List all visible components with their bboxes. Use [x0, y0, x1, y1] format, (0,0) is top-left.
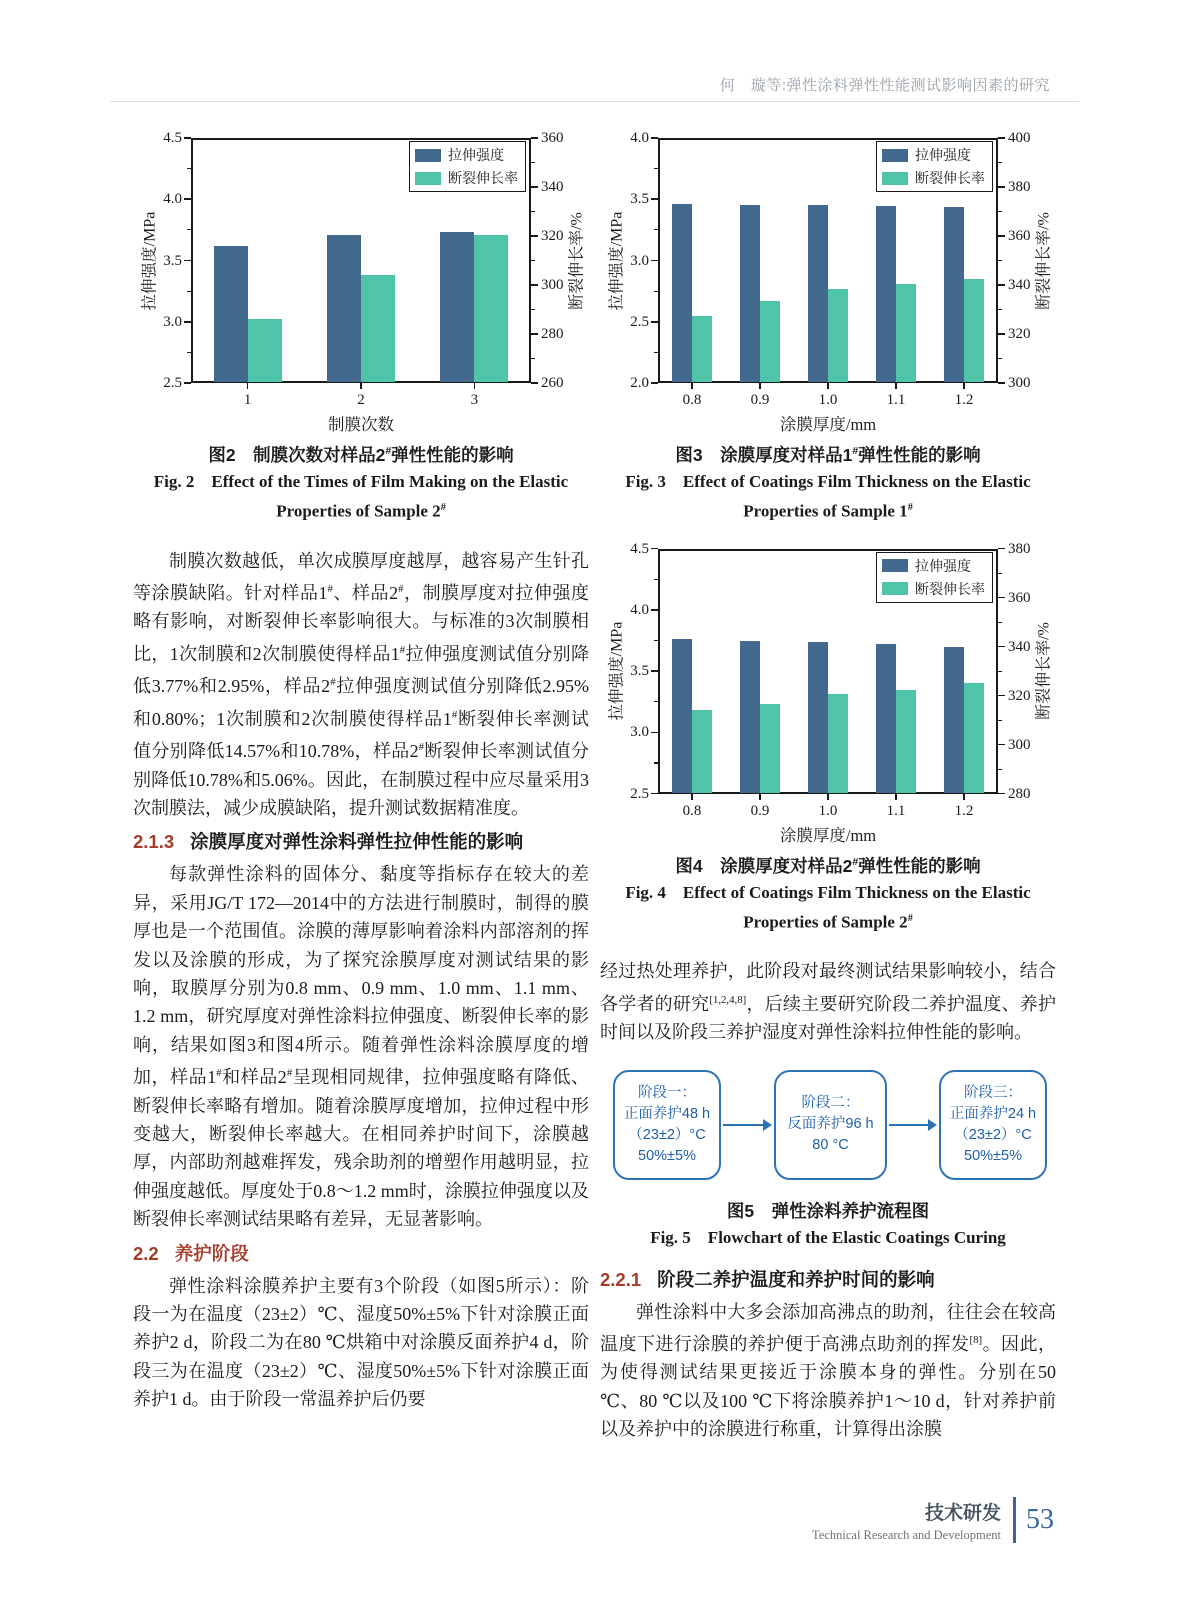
y-right-axis-title: 断裂伸长率/%	[1035, 211, 1053, 310]
y-right-tick	[531, 284, 538, 286]
tensile-strength-bar	[440, 232, 474, 382]
legend-tensile	[882, 556, 985, 576]
x-tick	[759, 383, 761, 389]
y-left-axis-title: 拉伸强度/MPa	[608, 211, 626, 310]
running-head: 何 璇等:弹性涂料弹性性能测试影响因素的研究	[719, 77, 1050, 94]
y-left-tick-label: 3.0	[630, 724, 649, 741]
page-number: 53	[1026, 1504, 1054, 1535]
legend-tensile	[882, 145, 985, 165]
y-right-minor-tick	[998, 573, 1002, 574]
y-right-minor-tick	[531, 358, 535, 359]
elongation-bar	[692, 710, 712, 792]
tensile-strength-bar	[672, 639, 692, 792]
paragraph-curing-stages: 弹性涂料涂膜养护主要有3个阶段（如图5所示）：阶段一为在温度（23±2）℃、湿度50%±5%下针对涂膜正面养护2 d，阶段二为在80 ℃烘箱中对涂膜反面养护4 d，阶段三为在温度（23±2）℃、湿度50%±5%下针对涂膜正面养护1 d。由于阶段一常温养护后仍要	[133, 1275, 589, 1410]
x-tick-label: 1.1	[886, 392, 906, 408]
footer-divider	[1013, 1497, 1016, 1543]
figure4-caption-zh: 图4 涂膜厚度对样品2#弹性性能的影响	[675, 855, 981, 876]
y-right-minor-tick	[998, 211, 1002, 212]
figure2-caption-en-line2: Properties of Sample 2#	[276, 501, 446, 521]
y-right-tick	[998, 235, 1005, 237]
figure2-bar-chart	[133, 128, 589, 433]
legend-label: 断裂伸长率	[915, 582, 985, 598]
y-right-minor-tick	[531, 162, 535, 163]
y-right-tick-label: 340	[541, 179, 564, 195]
x-tick	[691, 383, 693, 389]
y-left-tick	[184, 321, 191, 323]
legend-tensile	[415, 145, 518, 165]
y-right-tick-label: 320	[541, 228, 564, 244]
y-left-tick	[651, 382, 658, 384]
x-tick-label: 1.0	[818, 802, 838, 819]
y-left-tick	[184, 260, 191, 262]
flow-stage-line: 阶段一：	[638, 1084, 696, 1101]
header-rule	[110, 101, 1079, 102]
paragraph-heat-treatment: 经过热处理养护，此阶段对最终测试结果影响较小，结合各学者的研究[1,2,4,8]，后续主要研究阶段二养护温度、养护时间以及阶段三养护湿度对弹性涂料拉伸性能的影响。	[600, 961, 1057, 1043]
y-right-minor-tick	[531, 260, 535, 261]
y-right-tick	[998, 793, 1005, 795]
chart-legend	[876, 141, 993, 192]
x-tick	[895, 383, 897, 389]
x-tick-label: 1.2	[954, 392, 974, 408]
y-right-tick	[998, 548, 1005, 550]
section-heading-2-1-3	[133, 827, 589, 856]
x-axis-title: 涂膜厚度/mm	[779, 825, 877, 845]
flow-stage-line: 正面养护48 h	[623, 1105, 711, 1122]
y-left-tick-label: 3.0	[163, 313, 182, 330]
y-left-tick-label: 4.0	[630, 130, 649, 146]
chart-legend	[876, 552, 993, 603]
flow-stage-line: 50%±5%	[638, 1147, 696, 1164]
y-right-tick-label: 300	[541, 277, 564, 293]
figure4-caption-en	[600, 880, 1056, 936]
flow-stage-line: 阶段二：	[801, 1095, 860, 1112]
tensile-strength-bar	[808, 205, 828, 382]
elongation-bar	[760, 301, 780, 382]
y-left-tick	[651, 609, 658, 611]
x-axis-title: 制膜次数	[328, 415, 394, 434]
y-right-tick-label: 260	[541, 375, 564, 391]
paragraph-stage2-curing: 弹性涂料中大多会添加高沸点的助剂，往往会在较高温度下进行涂膜的养护便于高沸点助剂的挥发[8]。因此，为使得测试结果更接近于涂膜本身的弹性。分别在50 ℃、80 ℃以及100 ℃下将涂膜养护1～10 d，针对养护前以及养护中的涂膜进行称重，计算得出涂膜	[600, 1301, 1057, 1440]
flow-stage-line: 反面养护96 h	[787, 1116, 874, 1133]
flow-stage-line: 80 °C	[812, 1137, 849, 1154]
legend-label: 拉伸强度	[915, 559, 971, 575]
x-tick	[474, 383, 476, 389]
elongation-bar	[692, 316, 712, 382]
y-right-tick-label: 300	[1008, 375, 1031, 391]
tensile-strength-bar	[740, 641, 760, 793]
legend-swatch	[882, 559, 908, 572]
elongation-bar	[361, 275, 395, 382]
y-left-axis-title: 拉伸强度/MPa	[141, 211, 159, 310]
left-column	[133, 128, 589, 1414]
y-left-tick	[651, 732, 658, 734]
y-left-tick-label: 3.5	[163, 252, 182, 269]
y-right-tick	[531, 333, 538, 335]
elongation-bar	[760, 704, 780, 792]
y-right-minor-tick	[531, 309, 535, 310]
elongation-bar	[896, 284, 916, 382]
section-heading-2-2-1	[600, 1265, 1056, 1294]
elongation-bar	[828, 694, 848, 792]
y-left-minor-tick	[654, 701, 658, 702]
y-right-tick-label: 360	[541, 130, 564, 146]
y-left-minor-tick	[654, 579, 658, 580]
y-right-tick	[531, 382, 538, 384]
section-title: 养护阶段	[174, 1242, 249, 1264]
section-title: 涂膜厚度对弹性涂料弹性拉伸性能的影响	[190, 831, 524, 853]
y-right-tick-label: 320	[1008, 326, 1031, 342]
y-right-minor-tick	[998, 671, 1002, 672]
figure3-caption-en-line2: Properties of Sample 1#	[743, 501, 913, 521]
flow-stage-line: （23±2）°C	[954, 1126, 1032, 1143]
elongation-bar	[896, 690, 916, 793]
x-tick	[895, 794, 897, 800]
y-right-minor-tick	[998, 358, 1002, 359]
x-tick	[759, 794, 761, 800]
y-right-tick	[531, 137, 538, 139]
x-tick	[963, 794, 965, 800]
legend-elongation	[415, 168, 518, 188]
x-tick-label: 0.9	[750, 802, 770, 819]
x-tick	[963, 383, 965, 389]
tensile-strength-bar	[944, 207, 964, 382]
x-tick	[247, 383, 249, 389]
y-right-tick-label: 280	[541, 326, 564, 342]
y-left-tick	[651, 793, 658, 795]
y-right-tick-label: 280	[1008, 785, 1031, 802]
elongation-bar	[474, 235, 508, 382]
y-right-tick-label: 380	[1008, 540, 1031, 557]
figure2-caption-zh: 图2 制膜次数对样品2#弹性性能的影响	[208, 445, 514, 465]
elongation-bar	[964, 279, 984, 382]
figure2-caption-en	[133, 469, 589, 525]
legend-label: 断裂伸长率	[915, 172, 985, 187]
x-tick-label: 0.8	[682, 392, 702, 408]
y-left-tick-label: 4.0	[630, 601, 649, 618]
y-left-tick-label: 4.5	[630, 540, 649, 557]
footer-section-en: Technical Research and Development	[812, 1527, 1001, 1542]
flow-stage-line: 阶段三：	[964, 1084, 1022, 1101]
y-left-minor-tick	[654, 229, 658, 230]
figure4-caption-en-line1: Fig. 4 Effect of Coatings Film Thickness on the Elastic	[625, 882, 1031, 902]
y-left-tick	[184, 382, 191, 384]
y-right-tick-label: 380	[1008, 179, 1031, 195]
figure2-caption-en-line1: Fig. 2 Effect of the Times of Film Making on the Elastic	[153, 472, 569, 491]
y-left-minor-tick	[187, 291, 191, 292]
flow-stage-line: 50%±5%	[964, 1147, 1022, 1164]
x-tick-label: 1	[243, 392, 252, 408]
section-heading-2-2	[133, 1239, 589, 1268]
y-right-tick-label: 300	[1008, 736, 1031, 753]
x-tick-label: 0.9	[750, 392, 770, 408]
x-tick	[827, 383, 829, 389]
legend-swatch	[882, 149, 908, 162]
flow-arrow-head	[928, 1119, 937, 1131]
y-right-tick-label: 360	[1008, 589, 1031, 606]
y-right-tick-label: 360	[1008, 228, 1031, 244]
y-left-tick	[651, 321, 658, 323]
curing-flowchart	[600, 1063, 1056, 1189]
y-left-minor-tick	[654, 640, 658, 641]
x-tick-label: 1.1	[886, 802, 906, 819]
tensile-strength-bar	[876, 206, 896, 382]
x-tick	[360, 383, 362, 389]
y-right-tick	[998, 137, 1005, 139]
flow-stage-box-1	[613, 1070, 721, 1180]
y-right-tick	[998, 382, 1005, 384]
y-right-tick	[998, 744, 1005, 746]
x-tick-label: 2	[357, 392, 365, 408]
y-right-minor-tick	[998, 162, 1002, 163]
y-right-minor-tick	[998, 769, 1002, 770]
y-right-tick	[998, 597, 1005, 599]
figure5-caption-en-line1: Fig. 5 Flowchart of the Elastic Coatings Curing	[650, 1227, 1006, 1247]
y-right-axis-title: 断裂伸长率/%	[1035, 622, 1053, 721]
x-tick-label: 0.8	[682, 802, 702, 819]
y-left-tick	[651, 670, 658, 672]
y-left-minor-tick	[187, 229, 191, 230]
paragraph-film-times: 制膜次数越低，单次成膜厚度越厚，越容易产生针孔等涂膜缺陷。针对样品1#、样品2#，制膜厚度对拉伸强度略有影响，对断裂伸长率影响很大。与标准的3次制膜相比，1次制膜和2次制膜使得样品1#拉伸强度测试值分别降低3.77%和2.95%，样品2#拉伸强度测试值分别降低2.95%和0.80%；1次制膜和2次制膜使得样品1#断裂伸长率测试值分别降低14.57%和10.78%，样品2#断裂伸长率测试值分别降低10.78%和5.06%。因此，在制膜过程中应尽量采用3次制膜法，减少成膜缺陷，提升测试数据精准度。	[133, 550, 590, 818]
y-left-minor-tick	[187, 352, 191, 353]
figure5-caption-en	[600, 1225, 1056, 1251]
y-right-tick	[531, 186, 538, 188]
flow-stage-box-3	[939, 1070, 1047, 1180]
flow-stage-line: （23±2）°C	[628, 1126, 706, 1143]
figure3-bar-chart	[600, 128, 1056, 433]
tensile-strength-bar	[876, 644, 896, 792]
y-left-tick	[184, 137, 191, 139]
x-axis-title: 涂膜厚度/mm	[779, 415, 877, 434]
y-right-tick-label: 340	[1008, 277, 1031, 293]
footer-section	[812, 1498, 1001, 1543]
section-title: 阶段二养护温度和养护时间的影响	[657, 1268, 935, 1290]
y-right-tick-label: 320	[1008, 687, 1031, 704]
x-tick-label: 1.2	[954, 802, 974, 819]
legend-swatch	[882, 172, 908, 185]
y-left-minor-tick	[654, 291, 658, 292]
y-left-tick-label: 3.0	[630, 252, 649, 269]
y-left-minor-tick	[187, 168, 191, 169]
y-left-minor-tick	[654, 168, 658, 169]
y-right-minor-tick	[998, 309, 1002, 310]
y-left-tick-label: 4.5	[163, 130, 182, 146]
y-right-tick	[998, 695, 1005, 697]
figure4-bar-chart	[600, 539, 1056, 844]
y-right-tick	[531, 235, 538, 237]
chart-legend	[409, 141, 526, 192]
y-left-tick-label: 3.5	[630, 663, 649, 680]
y-left-tick-label: 2.0	[630, 375, 649, 391]
legend-label: 断裂伸长率	[448, 172, 518, 187]
legend-label: 拉伸强度	[915, 149, 971, 164]
y-left-tick-label: 2.5	[630, 785, 649, 802]
tensile-strength-bar	[672, 204, 692, 382]
y-left-tick	[651, 260, 658, 262]
y-left-tick	[184, 198, 191, 200]
legend-swatch	[882, 582, 908, 595]
y-right-tick-label: 400	[1008, 130, 1031, 146]
y-right-tick	[998, 646, 1005, 648]
legend-elongation	[882, 168, 985, 188]
figure5-caption-zh: 图5 弹性涂料养护流程图	[726, 1200, 930, 1221]
y-right-axis-title: 断裂伸长率/%	[568, 211, 586, 310]
flow-arrow-line	[889, 1124, 929, 1126]
x-tick	[827, 794, 829, 800]
legend-swatch	[415, 172, 441, 185]
tensile-strength-bar	[740, 205, 760, 382]
y-left-minor-tick	[654, 352, 658, 353]
y-left-minor-tick	[654, 762, 658, 763]
flow-stage-box-2	[774, 1070, 887, 1180]
legend-elongation	[882, 579, 985, 599]
tensile-strength-bar	[214, 246, 248, 382]
y-left-tick-label: 3.5	[630, 191, 649, 208]
y-left-tick	[651, 548, 658, 550]
y-left-tick-label: 2.5	[163, 375, 182, 391]
y-left-tick	[651, 198, 658, 200]
tensile-strength-bar	[944, 647, 964, 793]
y-left-tick-label: 2.5	[630, 313, 649, 330]
elongation-bar	[248, 319, 282, 382]
x-tick-label: 1.0	[818, 392, 838, 408]
y-right-minor-tick	[998, 260, 1002, 261]
flow-arrow-line	[723, 1124, 764, 1126]
y-right-tick-label: 340	[1008, 638, 1031, 655]
section-number: 2.2	[133, 1242, 159, 1264]
footer-section-zh: 技术研发	[924, 1502, 1001, 1524]
figure3-caption-en	[600, 469, 1056, 525]
elongation-bar	[964, 683, 984, 792]
flow-arrow-head	[763, 1119, 772, 1131]
tensile-strength-bar	[808, 642, 828, 792]
section-number: 2.2.1	[600, 1268, 642, 1290]
y-right-minor-tick	[998, 720, 1002, 721]
y-right-tick	[998, 186, 1005, 188]
y-right-minor-tick	[998, 622, 1002, 623]
x-tick	[691, 794, 693, 800]
legend-swatch	[415, 149, 441, 162]
y-left-tick-label: 4.0	[163, 191, 182, 208]
page-footer	[812, 1497, 1054, 1543]
figure3-caption-zh: 图3 涂膜厚度对样品1#弹性性能的影响	[675, 445, 981, 465]
section-number: 2.1.3	[133, 831, 175, 853]
elongation-bar	[828, 289, 848, 382]
legend-label: 拉伸强度	[448, 149, 504, 164]
paragraph-film-thickness: 每款弹性涂料的固体分、黏度等指标存在较大的差异，采用JG/T 172—2014中的方法进行制膜时，制得的膜厚也是一个范围值。涂膜的薄厚影响着涂料内部溶剂的挥发以及涂膜的形成，为了探究涂膜厚度对测试结果的影响，取膜厚分别为0.8 mm、0.9 mm、1.0 mm、1.1 mm、1.2 mm，研究厚度对弹性涂料拉伸强度、断裂伸长率的影响，结果如图3和图4所示。随着弹性涂料涂膜厚度的增加，样品1#和样品2#呈现相同规律，拉伸强度略有降低、断裂伸长率略有增加。随着涂膜厚度增加，拉伸过程中形变越大，断裂伸长率越大。在相同养护时间下，涂膜越厚，内部助剂越难挥发，残余助剂的增塑作用越明显，拉伸强度越低。厚度处于0.8～1.2 mm时，涂膜拉伸强度以及断裂伸长率测试结果略有差异，无显著影响。	[133, 864, 590, 1230]
y-right-tick	[998, 284, 1005, 286]
flow-stage-line: 正面养护24 h	[949, 1105, 1037, 1122]
tensile-strength-bar	[327, 235, 361, 382]
y-right-minor-tick	[531, 211, 535, 212]
x-tick-label: 3	[470, 392, 479, 408]
figure4-caption-en-line2: Properties of Sample 2#	[743, 912, 913, 932]
right-column	[600, 128, 1056, 1444]
y-left-tick	[651, 137, 658, 139]
y-left-axis-title: 拉伸强度/MPa	[608, 621, 626, 721]
y-right-tick	[998, 333, 1005, 335]
figure3-caption-en-line1: Fig. 3 Effect of Coatings Film Thickness on the Elastic	[625, 472, 1031, 491]
